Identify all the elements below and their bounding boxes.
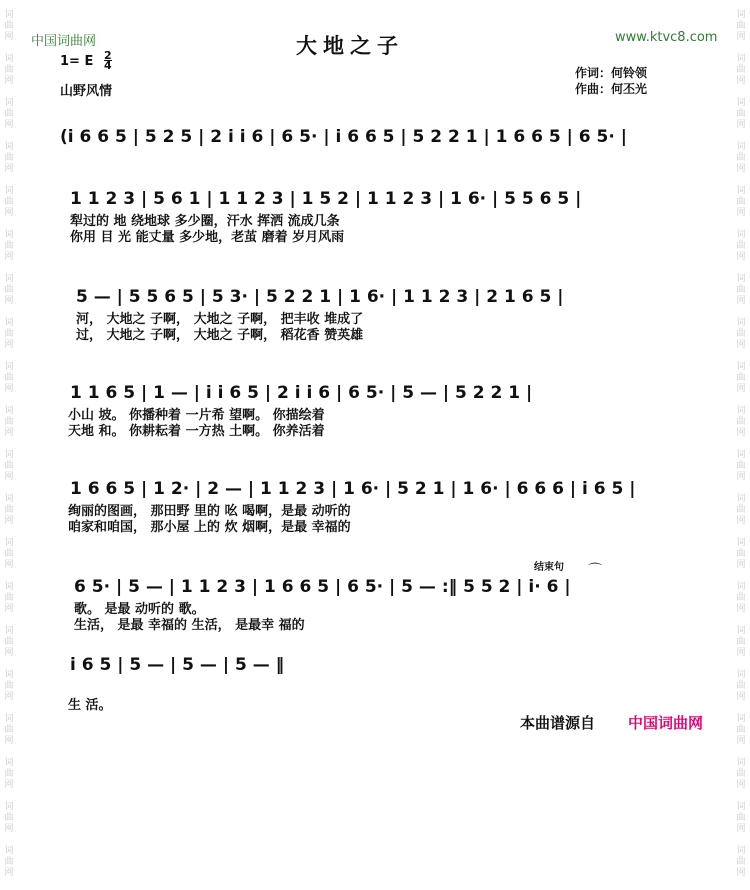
notation-line: 1 1 2 3 | 5 6 1 | 1 1 2 3 | 1 5 2 | 1 1 2 3 | 1 6· | 5 5 6 5 | xyxy=(70,189,582,209)
lyrics-verse-1: 小山 坡。 你播种着 一片希 望啊。 你描绘着 xyxy=(68,408,325,423)
time-sig-top: 2 xyxy=(104,49,112,62)
lyrics-verse-1: 歌。 是最 动听的 歌。 xyxy=(74,602,205,617)
score-system-5 xyxy=(0,476,750,535)
ending-phrase-mark: 结束句 xyxy=(534,562,564,573)
lyrics-verse-2: 咱家和咱国， 那小屋 上的 炊 烟啊，是最 幸福的 xyxy=(68,520,351,535)
footer-source-label: 本曲谱源自 xyxy=(520,714,596,732)
score-system-6 xyxy=(0,574,750,633)
watermark-text: 词 曲 网 词 曲 网 词 曲 网 词 曲 网 词 曲 网 词 曲 网 词 曲 网 词 曲 网 词 曲 网 词 曲 网 词 曲 网 词 曲 网 词 曲 网 词 曲 网 词 曲 网 词 曲 网 词 曲 网 词 曲 网 词 曲 网 词 曲 网 xyxy=(4,10,14,878)
watermark-text: 词 曲 网 词 曲 网 词 曲 网 词 曲 网 词 曲 网 词 曲 网 词 曲 网 词 曲 网 词 曲 网 词 曲 网 词 曲 网 词 曲 网 词 曲 网 词 曲 网 词 曲 网 词 曲 网 词 曲 网 词 曲 网 词 曲 网 词 曲 网 xyxy=(736,10,746,878)
score-system-1 xyxy=(0,124,750,180)
time-signature xyxy=(104,51,112,70)
fermata-icon: ⌒ xyxy=(588,563,602,579)
site-url-right: www.ktvc8.com xyxy=(615,30,718,45)
notation-line: i 6 5 | 5 — | 5 — | 5 — ‖ xyxy=(70,655,285,675)
lyrics-verse-1: 绚丽的图画， 那田野 里的 吆 喝啊，是最 动听的 xyxy=(68,504,351,519)
lyrics-verse-2: 你用 目 光 能丈量 多少地，老茧 磨着 岁月风雨 xyxy=(70,230,345,245)
time-sig-bottom: 4 xyxy=(104,59,112,72)
score-system-4 xyxy=(0,380,750,439)
notation-line: (i 6 6 5 | 5 2 5 | 2 i i 6 | 6 5· | i 6 6 5 | 5 2 2 1 | 1 6 6 5 | 6 5· | xyxy=(60,127,627,147)
notation-line: 1 6 6 5 | 1 2· | 2 — | 1 1 2 3 | 1 6· | 5 2 1 | 1 6· | 6 6 6 | i 6 5 | xyxy=(70,479,636,499)
score-system-3 xyxy=(0,284,750,343)
lyrics-verse-2: 生活， 是最 幸福的 生活， 是最幸 福的 xyxy=(74,618,305,633)
key-signature: 1= E xyxy=(60,54,94,69)
site-logo-left: 中国词曲网 xyxy=(31,34,97,49)
song-title: 大地之子 xyxy=(296,34,404,58)
notation-line: 1 1 6 5 | 1 — | i i 6 5 | 2 i i 6 | 6 5· | 5 — | 5 2 2 1 | xyxy=(70,383,533,403)
lyrics-verse-1: 犁过的 地 绕地球 多少圈，汗水 挥洒 流成几条 xyxy=(70,214,340,229)
footer-site-logo: 中国词曲网 xyxy=(628,714,704,732)
score-system-2 xyxy=(0,186,750,245)
score-system-7 xyxy=(0,652,750,713)
lyricist-credit: 作词：何铃领 xyxy=(575,66,648,80)
composer-credit: 作曲：何丕光 xyxy=(575,82,648,96)
song-style: 山野风情 xyxy=(60,84,113,99)
lyrics-verse-2: 过， 大地之 子啊， 大地之 子啊， 稻花香 赞英雄 xyxy=(76,328,364,343)
lyrics-verse-1: 生 活。 xyxy=(68,698,112,713)
notation-line: 5 — | 5 5 6 5 | 5 3· | 5 2 2 1 | 1 6· | 1 1 2 3 | 2 1 6 5 | xyxy=(76,287,564,307)
notation-line: 6 5· | 5 — | 1 1 2 3 | 1 6 6 5 | 6 5· | 5 — :‖ 5 5 2 | i· 6 | xyxy=(74,577,571,597)
lyrics-verse-1: 河， 大地之 子啊， 大地之 子啊， 把丰收 堆成了 xyxy=(76,312,364,327)
lyrics-verse-2: 天地 和。 你耕耘着 一方热 土啊。 你养活着 xyxy=(68,424,325,439)
